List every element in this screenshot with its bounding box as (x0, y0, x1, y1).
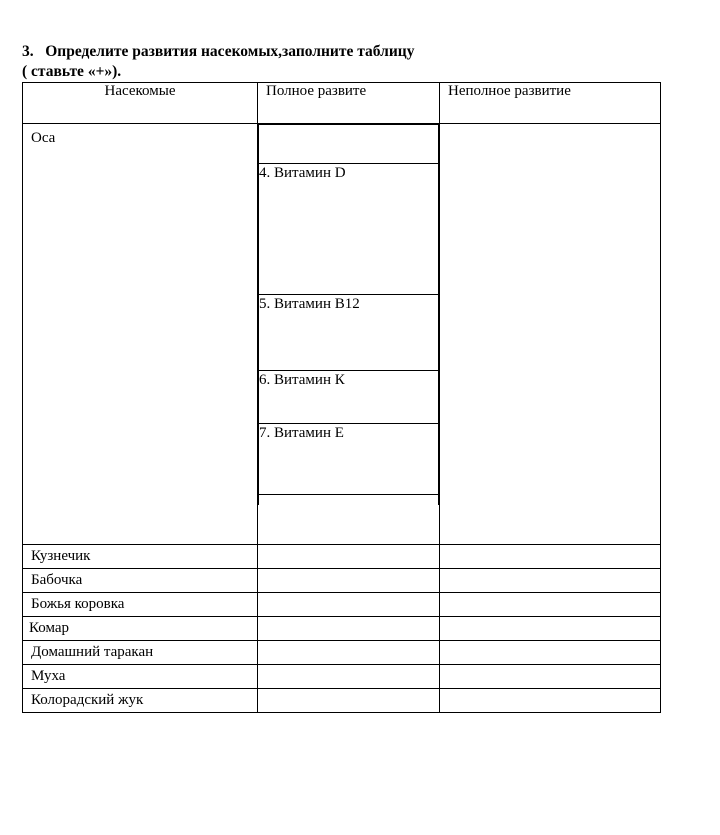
insect-label: Бабочка (31, 572, 83, 588)
list-item[interactable] (259, 371, 439, 424)
cell-incomplete-development[interactable] (440, 593, 661, 617)
cell-incomplete-development-osa[interactable] (440, 124, 661, 545)
cell-insect[interactable] (23, 689, 258, 713)
task-number: 3. (22, 43, 34, 60)
table-row (23, 545, 661, 569)
insect-label: Домашний таракан (31, 644, 154, 660)
cell-insect[interactable] (23, 593, 258, 617)
cell-full-development[interactable] (258, 617, 440, 641)
cell-incomplete-development[interactable] (440, 665, 661, 689)
table-row (23, 124, 661, 545)
vitamin-cell-4: 6. Витамин К (259, 371, 439, 424)
table-row (23, 617, 661, 641)
column-header-insects: Насекомые (23, 83, 258, 124)
cell-insect[interactable] (23, 545, 258, 569)
insect-label: Оса (31, 130, 56, 146)
table-row (23, 641, 661, 665)
vitamin-cell-6 (259, 495, 439, 506)
cell-incomplete-development[interactable] (440, 641, 661, 665)
cell-full-development[interactable] (258, 665, 440, 689)
cell-incomplete-development[interactable] (440, 689, 661, 713)
cell-incomplete-development[interactable] (440, 545, 661, 569)
cell-full-development[interactable] (258, 569, 440, 593)
cell-insect-osa[interactable] (23, 124, 258, 545)
table-row (23, 593, 661, 617)
cell-insect[interactable] (23, 617, 258, 641)
vitamin-cell-5: 7. Витамин Е (259, 424, 439, 495)
table-row (23, 569, 661, 593)
vitamin-cell-1 (259, 125, 439, 164)
cell-insect[interactable] (23, 569, 258, 593)
list-item[interactable] (259, 295, 439, 371)
column-header-full-development: Полное развите (258, 83, 440, 124)
insect-label: Комар (29, 620, 70, 636)
task-text: Определите развития насекомых,заполните таблицу (45, 43, 415, 60)
list-item[interactable] (259, 125, 439, 164)
cell-incomplete-development[interactable] (440, 617, 661, 641)
task-heading (22, 42, 414, 62)
cell-full-development[interactable] (258, 593, 440, 617)
table-header-row (23, 83, 661, 124)
vitamin-cell-3: 5. Витамин В12 (259, 295, 439, 371)
insect-label: Божья коровка (31, 596, 125, 612)
cell-incomplete-development[interactable] (440, 569, 661, 593)
list-item[interactable] (259, 495, 439, 506)
list-item[interactable] (259, 164, 439, 295)
cell-full-development[interactable] (258, 545, 440, 569)
cell-insect[interactable] (23, 641, 258, 665)
list-item[interactable] (259, 424, 439, 495)
table-row (23, 665, 661, 689)
table-row (23, 689, 661, 713)
vitamin-subtable (258, 124, 439, 505)
cell-full-development[interactable] (258, 641, 440, 665)
cell-full-development-vitamins[interactable] (258, 124, 440, 545)
vitamin-cell-2: 4. Витамин D (259, 164, 439, 295)
insect-label: Колорадский жук (31, 692, 144, 708)
insect-development-table (22, 82, 661, 713)
insect-label: Муха (31, 668, 66, 684)
task-instruction: ( ставьте «+»). (22, 63, 122, 80)
cell-insect[interactable] (23, 665, 258, 689)
column-header-incomplete-development: Неполное развитие (440, 83, 661, 124)
insect-label: Кузнечик (31, 548, 91, 564)
cell-full-development[interactable] (258, 689, 440, 713)
